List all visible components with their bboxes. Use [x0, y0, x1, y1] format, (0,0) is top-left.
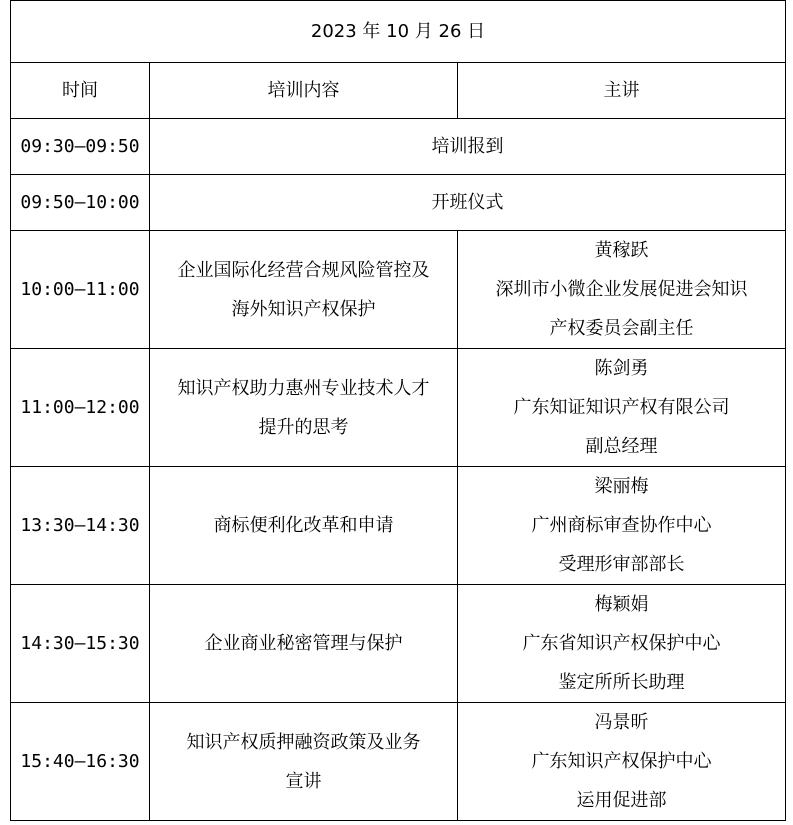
time-cell: 10:00—11:00: [11, 231, 150, 349]
time-cell: 09:30—09:50: [11, 119, 150, 175]
table-row: [11, 467, 786, 585]
header-time: 时间: [11, 63, 150, 119]
speaker-org: 广东知识产权保护中心: [531, 751, 712, 772]
table-row: [11, 585, 786, 703]
time-cell: 14:30—15:30: [11, 585, 150, 703]
time-cell: 11:00—12:00: [11, 349, 150, 467]
speaker-cell: [458, 349, 786, 467]
speaker-org: 广东省知识产权保护中心: [522, 633, 721, 654]
speaker-title: 鉴定所所长助理: [558, 672, 685, 693]
speaker-name: 黄稼跃: [594, 240, 649, 261]
merged-activity-cell: 培训报到: [150, 119, 786, 175]
speaker-cell: [458, 703, 786, 821]
header-speaker: 主讲: [458, 63, 786, 119]
speaker-title: 副总经理: [585, 436, 658, 457]
topic-cell: [150, 467, 458, 585]
speaker-cell: [458, 231, 786, 349]
header-topic: 培训内容: [150, 63, 458, 119]
topic-cell: [150, 349, 458, 467]
speaker-name: 梅颖娟: [594, 594, 649, 615]
speaker-org: 深圳市小微企业发展促进会知识: [495, 279, 748, 300]
topic-line: 提升的思考: [258, 416, 349, 438]
topic-cell: [150, 231, 458, 349]
topic-line: 海外知识产权保护: [231, 298, 376, 320]
header-row: [11, 63, 786, 119]
topic-line: 企业商业秘密管理与保护: [204, 633, 403, 654]
table-row: [11, 231, 786, 349]
speaker-cell: [458, 467, 786, 585]
speaker-title: 受理形审部部长: [558, 554, 685, 575]
topic-line: 企业国际化经营合规风险管控及: [177, 259, 430, 281]
topic-line: 知识产权助力惠州专业技术人才: [177, 377, 430, 399]
topic-line: 商标便利化改革和申请: [213, 515, 394, 536]
table-row: [11, 703, 786, 821]
date-row: [11, 1, 786, 63]
topic-cell: [150, 703, 458, 821]
speaker-org: 广州商标审查协作中心: [531, 515, 712, 536]
speaker-org: 广东知证知识产权有限公司: [513, 397, 730, 418]
time-cell: 15:40—16:30: [11, 703, 150, 821]
topic-line: 宣讲: [285, 770, 322, 792]
date-title: 2023 年 10 月 26 日: [11, 1, 786, 63]
speaker-name: 陈剑勇: [594, 358, 649, 379]
speaker-title: 产权委员会副主任: [549, 318, 694, 339]
time-cell: 09:50—10:00: [11, 175, 150, 231]
schedule-table: [10, 0, 786, 821]
time-cell: 13:30—14:30: [11, 467, 150, 585]
speaker-name: 梁丽梅: [594, 476, 649, 497]
speaker-title: 运用促进部: [576, 790, 667, 811]
speaker-cell: [458, 585, 786, 703]
table-row: [11, 349, 786, 467]
topic-cell: [150, 585, 458, 703]
speaker-name: 冯景昕: [594, 712, 649, 733]
topic-line: 知识产权质押融资政策及业务: [186, 731, 421, 753]
table-row: [11, 119, 786, 175]
merged-activity-cell: 开班仪式: [150, 175, 786, 231]
table-row: [11, 175, 786, 231]
